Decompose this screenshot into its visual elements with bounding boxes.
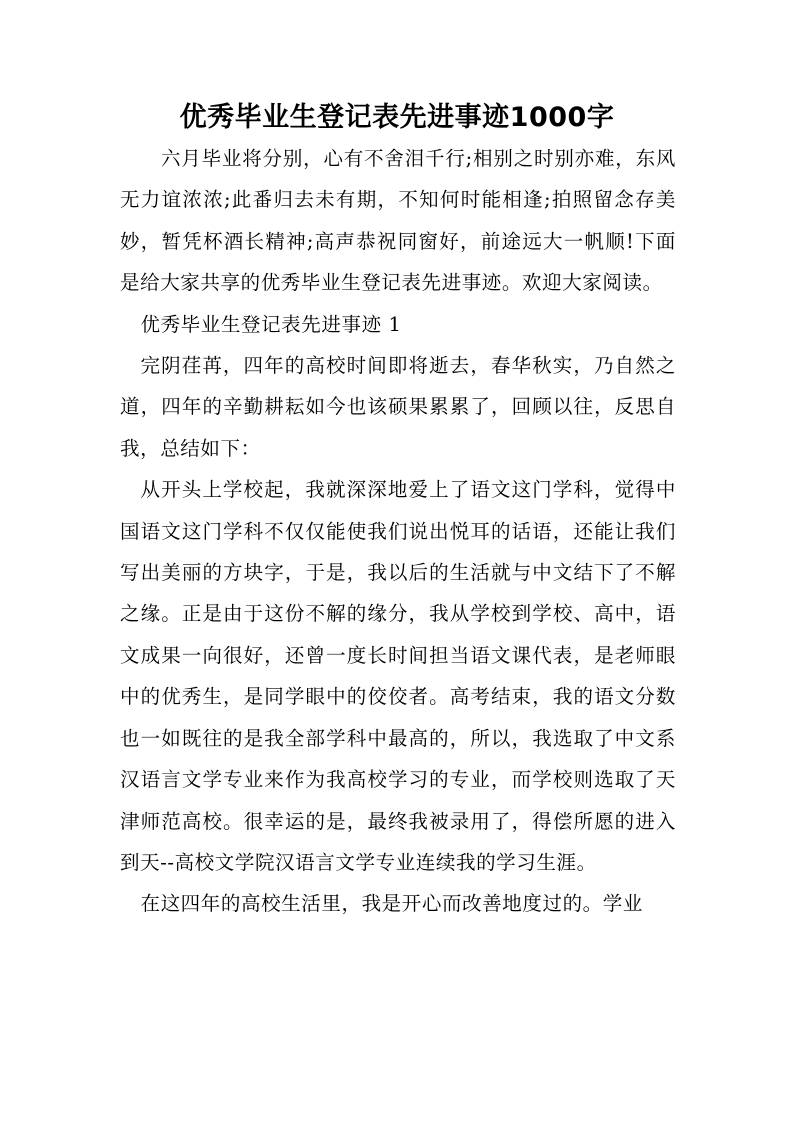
document-title: 优秀毕业生登记表先进事迹1000字 [179,102,615,133]
body-paragraph: 从开头上学校起，我就深深地爱上了语文这门学科，觉得中国语文这门学科不仅仅能使我们说出悦耳的话语，还能让我们写出美丽的方块字，于是，我以后的生活就与中文结下了不解之缘。正是由于这份不解的缘分，我从学校到学校、高中，语文成果一向很好，还曾一度长时间担当语文课代表，是老师眼中的优秀生，是同学眼中的佼佼者。高考结束，我的语文分数也一如既往的是我全部学科中最高的，所以，我选取了中文系汉语言文学专业来作为我高校学习的专业，而学校则选取了天津师范高校。很幸运的是，最终我被录用了，得偿所愿的进入到天--高校文学院汉语言文学专业连续我的学习生涯。 [120,478,676,874]
intro-paragraph: 六月毕业将分别，心有不舍泪千行;相别之时别亦难，东风无力谊浓浓;此番归去未有期，不知何时能相逢;拍照留念存美妙，暂凭杯酒长精神;高声恭祝同窗好，前途远大一帆顺!下面是给大家共享的优秀毕业生登记表先进事迹。欢迎大家阅读。 [120,147,676,295]
document-body [120,138,676,925]
body-paragraph: 在这四年的高校生活里，我是开心而改善地度过的。学业 [140,892,643,916]
section-heading: 优秀毕业生登记表先进事迹 1 [140,312,402,336]
body-paragraph: 完阴荏苒，四年的高校时间即将逝去，春华秋实，乃自然之道，四年的辛勤耕耘如今也该硕果累累了，回顾以往，反思自我，总结如下： [120,354,676,460]
